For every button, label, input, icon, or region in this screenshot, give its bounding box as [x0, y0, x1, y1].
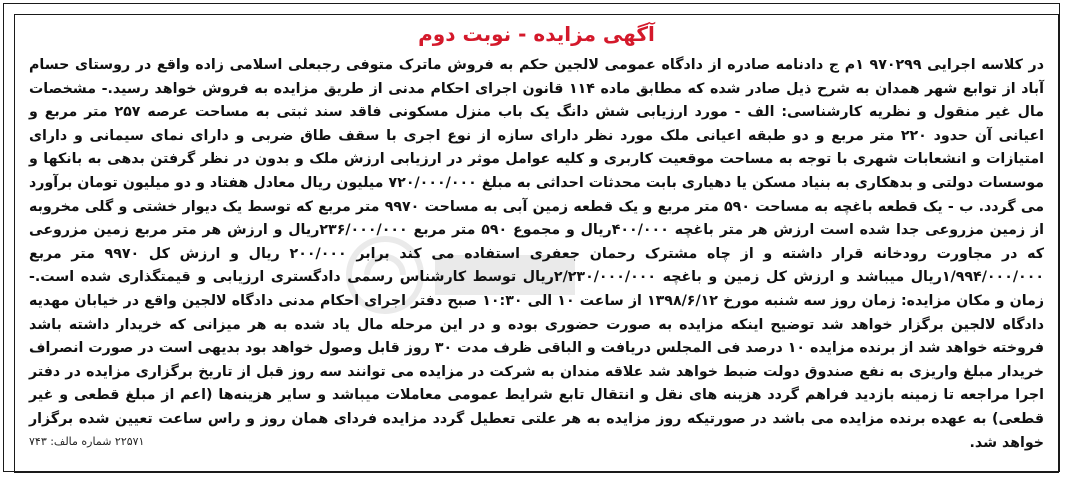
notice-body: در کلاسه اجرایی ۹۷۰۲۹۹ ۱م ج دادنامه صادره از دادگاه عمومی لالجین حکم به فروش ماترک متوفی رجبعلی اسلامی زاده واقع در روستای حسام آباد از توابع شهر همدان به شرح ذیل صادر شده که مطابق ماده ۱۱۴ قانون اجرای احکام مدنی از طریق مزایده به فروش خواهد رسید.- مشخصات مال غیر منقول و نظریه کارشناسی: الف - مورد ارزیابی شش دانگ یک باب منزل مسکونی فاقد سند ثبتی به مساحت عرصه ۲۵۷ متر مربع و اعیانی آن حدود ۲۲۰ متر مربع و دو طبقه اعیانی ملک مورد نظر دارای سازه از نوع اجری با سقف طاق ضربی و دارای نمای سیمانی و دارای امتیازات و انشعابات شهری با توجه به مساحت موقعیت کاربری و کلیه عوامل موثر در ارزیابی ارزش ملک و بدون در نظر گرفتن بدهی به بانکها و موسسات دولتی و بدهکاری به بنیاد مسکن یا دهیاری بابت محدثات احداثی به مبلغ ۷۲۰/۰۰۰/۰۰۰ میلیون ریال معادل هفتاد و دو میلیون تومان برآورد می گردد. ب - یک قطعه باغچه به مساحت ۵۹۰ متر مربع و یک قطعه زمین آبی به مساحت ۹۹۷۰ متر مربع که توسط یک دیوار خشتی و گلی مخروبه از زمین مزروعی جدا شده است ارزش هر متر باغچه ۴۰۰/۰۰۰ریال و مجموع ۵۹۰ متر مربع ۲۳۶/۰۰۰/۰۰۰ریال و ارزش هر متر مربع زمین مزروعی که در مجاورت رودخانه قرار داشته و از چاه مشترک رحمان جعفری استفاده می کند برابر ۲۰۰/۰۰۰ ریال و ارزش کل ۹۹۷۰ متر مربع ۱/۹۹۴/۰۰۰/۰۰۰ریال میباشد و ارزش کل زمین و باغچه ۲/۲۳۰/۰۰۰/۰۰۰ریال توسط کارشناس رسمی دادگستری ارزیابی و قیمتگذاری شده است.- زمان و مکان مزایده: زمان روز سه شنبه مورخ ۱۳۹۸/۶/۱۲ از ساعت ۱۰ الی ۱۰:۳۰ صبح دفتر اجرای احکام مدنی دادگاه لالجین واقع در خیابان مهدیه دادگاه لالجین برگزار خواهد شد توضیح اینکه مزایده به صورت حضوری بوده و در این مرحله مال یاد شده به هر میزانی که خریدار داشته باشد فروخته خواهد شد از برنده مزایده ۱۰ درصد فی المجلس دریافت و الباقی ظرف مدت ۳۰ روز قابل وصول خواهد بود بدیهی است در صورت انصراف خریدار مبلغ واریزی به نفع صندوق دولت ضبط خواهد شد علاقه مندان به شرکت در مزایده می توانند سه روز قبل از تاریخ برگزاری مزایده در دفتر اجرا مراجعه تا زمینه بازدید فراهم گردد هزینه های نقل و انتقال تابع شرایط عمومی معاملات میباشد و سایر هزینه‌ها (اعم از مبلغ قطعی و غیر قطعی) به عهده برنده مزایده می باشد در صورتیکه روز مزایده به هر علتی تعطیل گردد مزایده فردای همان روز و راس ساعت تعیین شده برگزار خواهد شد.: [29, 57, 1045, 451]
notice-title: آگهی مزایده - نوبت دوم: [418, 22, 655, 46]
notice-outer-frame: [3, 3, 1060, 472]
notice-inner-frame: [14, 14, 1059, 473]
notice-footer: ۲۲۵۷۱ شماره مالف: ۷۴۳: [29, 435, 145, 448]
